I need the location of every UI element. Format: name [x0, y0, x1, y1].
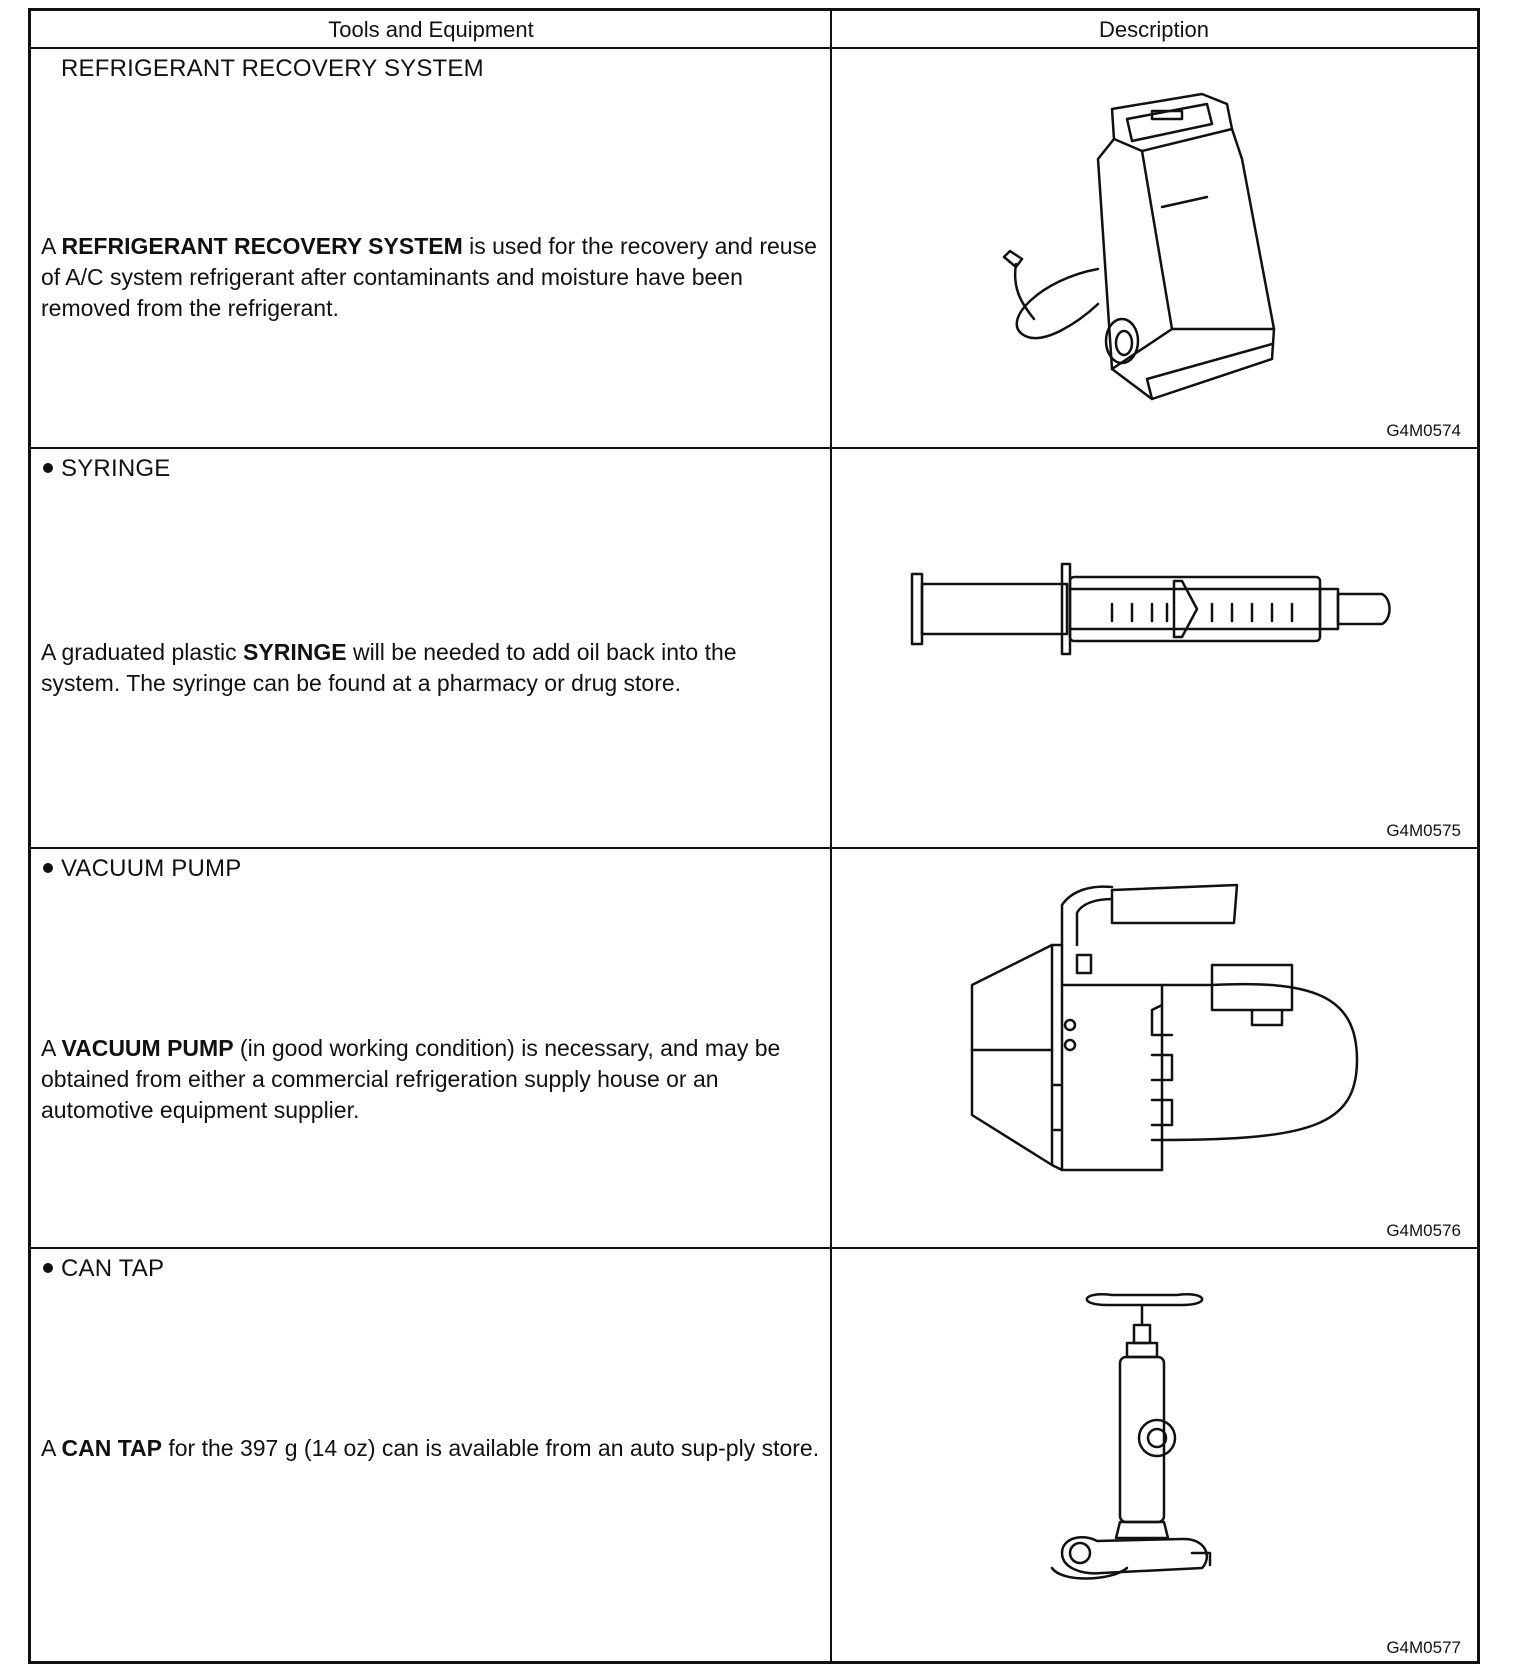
tool-description: A REFRIGERANT RECOVERY SYSTEM is used for the recovery and reuse of A/C system refrigerant after contaminants and moisture have been removed from the refrigerant.	[41, 233, 817, 321]
tool-cell	[31, 449, 830, 847]
tool-description: A graduated plastic SYRINGE will be needed to add oil back into the system. The syringe can be found at a pharmacy or drug store.	[41, 639, 737, 696]
description-cell	[832, 1249, 1477, 1664]
table-row-refrigerant-recovery	[31, 49, 1477, 449]
table-row-can-tap	[31, 1249, 1477, 1664]
figure-code: G4M0577	[1386, 1638, 1461, 1657]
tool-title: SYRINGE	[43, 455, 170, 483]
figure-code: G4M0574	[1386, 421, 1461, 440]
vacuum-pump-icon	[962, 885, 1362, 1190]
tool-description: A CAN TAP for the 397 g (14 oz) can is available from an auto sup-ply store.	[41, 1435, 820, 1461]
syringe-icon	[912, 559, 1412, 664]
header-description: Description	[1098, 17, 1210, 42]
description-cell	[832, 449, 1477, 847]
table-header	[31, 11, 1477, 49]
description-cell	[832, 849, 1477, 1247]
tool-title: VACUUM PUMP	[43, 855, 241, 883]
tools-table	[28, 8, 1480, 1664]
figure-code: G4M0575	[1386, 821, 1461, 840]
tool-description: A VACUUM PUMP (in good working condition) is necessary, and may be obtained from either a commercial refrigeration supply house or an automotive equipment supplier.	[41, 1035, 781, 1123]
tool-cell	[31, 849, 830, 1247]
bullet-icon	[43, 463, 53, 473]
header-tools-and-equipment: Tools and Equipment	[328, 17, 534, 42]
refrigerant-recovery-machine-icon	[1002, 89, 1282, 414]
tool-cell	[31, 49, 830, 447]
bullet-icon	[43, 863, 53, 873]
tool-cell	[31, 1249, 830, 1664]
description-cell	[832, 49, 1477, 447]
tool-title: REFRIGERANT RECOVERY SYSTEM	[61, 55, 484, 82]
table-row-syringe	[31, 449, 1477, 849]
figure-code: G4M0576	[1386, 1221, 1461, 1240]
can-tap-icon	[1042, 1283, 1242, 1588]
bullet-icon	[43, 1263, 53, 1273]
tool-title: CAN TAP	[43, 1255, 164, 1283]
table-row-vacuum-pump	[31, 849, 1477, 1249]
